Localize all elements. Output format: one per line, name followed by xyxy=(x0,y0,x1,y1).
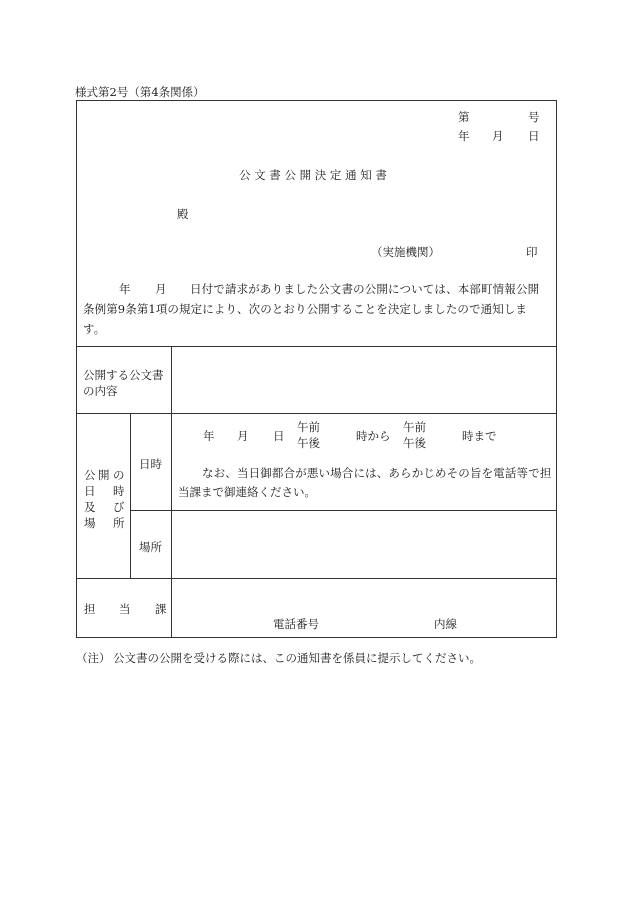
note-text: 公文書の公開を受ける際には、この通知書を係員に提示してください。 xyxy=(113,651,481,665)
divider-before-staff xyxy=(76,578,557,579)
notice-line-2: 当課まで御連絡ください。 xyxy=(178,485,316,499)
label-char: 所 xyxy=(113,516,125,530)
divider-after-intro xyxy=(76,346,557,347)
label-char: び xyxy=(113,500,125,514)
form-number-label: 様式第2号（第4条関係） xyxy=(75,85,205,99)
label-char: 開 xyxy=(98,468,110,482)
label-column-border xyxy=(171,346,172,638)
dt-pm-2: 午後 xyxy=(403,436,426,450)
document-title: 公 文 書 公 開 決 定 通 知 書 xyxy=(239,168,387,182)
label-char: 及 xyxy=(84,500,96,514)
divider-datetime-place xyxy=(130,510,557,511)
frame-top-border xyxy=(76,100,557,101)
body-month: 月 xyxy=(155,282,167,296)
dt-am-1: 午前 xyxy=(297,420,320,434)
notice-line-1: なお、当日御都合が悪い場合には、あらかじめその旨を電話等で担 xyxy=(202,466,552,480)
frame-left-border xyxy=(76,100,77,638)
body-line-3: す。 xyxy=(83,322,106,336)
dt-pm-1: 午後 xyxy=(297,436,320,450)
frame-bottom-border xyxy=(76,637,557,638)
label-char: 課 xyxy=(155,602,167,616)
dt-month: 月 xyxy=(237,429,249,443)
body-year: 年 xyxy=(119,282,131,296)
frame-right-border xyxy=(556,100,557,638)
label-char: 公 xyxy=(84,468,96,482)
label-char: 時 xyxy=(113,484,125,498)
issuer-label: （実施機関） xyxy=(371,245,440,259)
dt-until: 時まで xyxy=(462,429,497,443)
place-sublabel: 場所 xyxy=(139,540,162,554)
label-char: 担 xyxy=(84,602,96,616)
body-line-2: 条例第9条第1項の規定により、次のとおり公開することを決定しましたので通知しま xyxy=(83,302,528,316)
addressee-suffix: 殿 xyxy=(177,207,189,221)
dt-day: 日 xyxy=(273,429,285,443)
dt-year: 年 xyxy=(203,429,215,443)
divider-after-content xyxy=(76,413,557,414)
sublabel-column-border xyxy=(130,413,131,579)
body-line-1: 日付で請求がありました公文書の公開については、本部町情報公開 xyxy=(190,282,540,296)
dt-from: 時から xyxy=(356,429,391,443)
content-label-line-1: 公開する公文書 xyxy=(83,368,164,382)
number-suffix: 号 xyxy=(528,110,540,124)
label-char: 当 xyxy=(119,602,131,616)
number-prefix: 第 xyxy=(458,110,470,124)
seal-mark: 印 xyxy=(526,245,538,259)
datetime-sublabel: 日時 xyxy=(139,457,162,471)
date-year: 年 xyxy=(458,129,470,143)
dt-am-2: 午前 xyxy=(403,420,426,434)
date-day: 日 xyxy=(528,129,540,143)
label-char: 場 xyxy=(84,516,96,530)
label-char: の xyxy=(113,468,125,482)
note-marker: （注） xyxy=(76,651,111,665)
date-month: 月 xyxy=(492,129,504,143)
content-label-line-2: の内容 xyxy=(83,384,118,398)
phone-label: 電話番号 xyxy=(273,617,319,631)
extension-label: 内線 xyxy=(434,617,457,631)
label-char: 日 xyxy=(84,484,96,498)
